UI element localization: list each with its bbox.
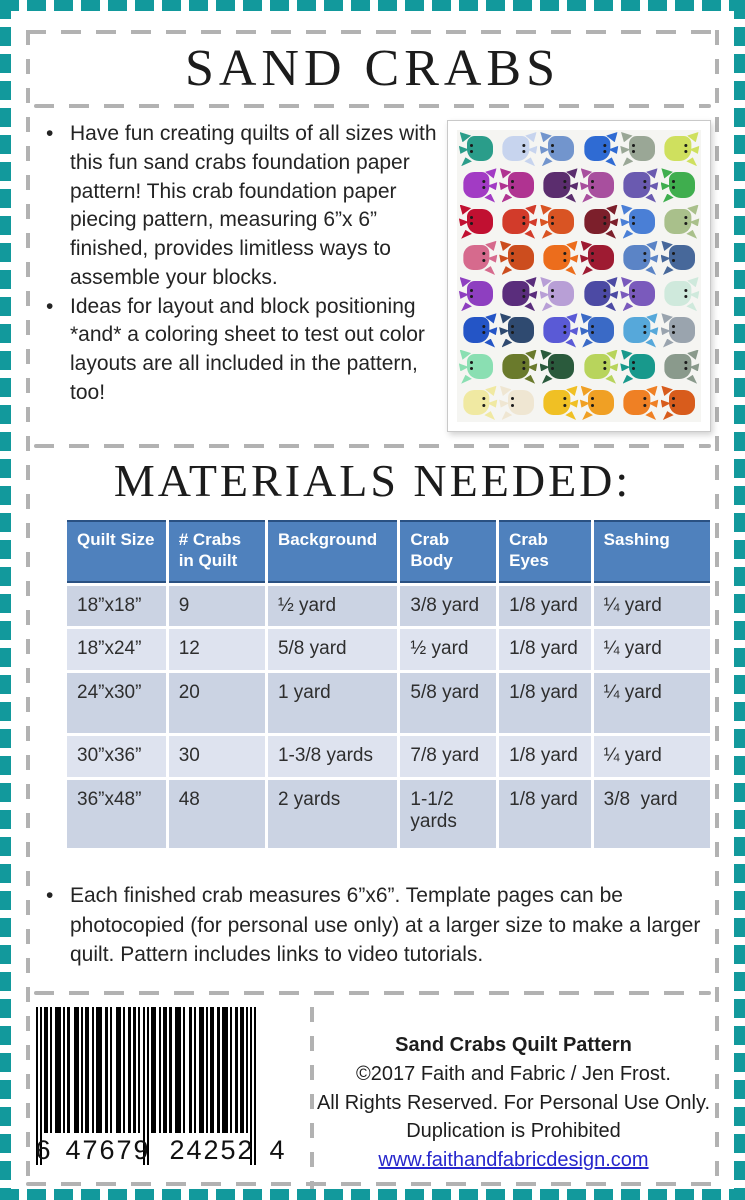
crab-block — [540, 205, 578, 239]
barcode-digit-group1: 47679 — [65, 1135, 151, 1166]
crab-claw — [484, 266, 495, 275]
crab-claw — [484, 411, 495, 420]
crab-block — [499, 205, 537, 239]
table-cell: 36”x48” — [67, 780, 166, 849]
crab-claw — [649, 254, 659, 263]
inner-dashed-border-left — [26, 30, 30, 1186]
crab-block — [459, 277, 497, 311]
table-cell: 18”x24” — [67, 629, 166, 670]
bullet-item: • Have fun creating quilts of all sizes with this fun sand crabs foundation paper pattern! This crab foundation paper piecing pattern, measuring 6”x 6” finished, provides limitless ways to assemble your blocks. — [38, 120, 447, 293]
bullet-item: • Ideas for layout and block positioning *and* a coloring sheet to test out color layouts are all included in the pattern, too! — [38, 293, 447, 408]
crab-claw — [502, 266, 513, 275]
quilt-grid — [457, 130, 701, 422]
intro-section — [32, 108, 713, 444]
crab-block — [459, 168, 497, 202]
crab-eye — [632, 216, 635, 219]
barcode-bar — [159, 1007, 161, 1133]
crab-block — [661, 241, 699, 275]
footer-section — [32, 1005, 713, 1200]
column-header: Background — [268, 520, 397, 583]
barcode-bar — [128, 1007, 131, 1133]
barcode-bar — [210, 1007, 214, 1133]
crab-eye — [551, 144, 554, 147]
crab-claw — [649, 181, 659, 190]
barcode-bar — [116, 1007, 121, 1133]
crab-claw — [565, 266, 576, 275]
section-divider-footer — [34, 991, 711, 995]
crab-eye — [685, 361, 688, 364]
barcode-digit-left: 6 — [35, 1135, 51, 1166]
crab-eye — [685, 289, 688, 292]
barcode-bar — [222, 1007, 228, 1133]
table-cell: 20 — [169, 673, 265, 733]
barcode-digit-right: 4 — [269, 1135, 285, 1166]
table-cell: ¼ yard — [594, 629, 710, 670]
table-cell: 1-3/8 yards — [268, 736, 397, 777]
crab-claw — [461, 157, 472, 166]
crab-claw — [605, 157, 616, 166]
crab-eye — [511, 331, 514, 334]
crab-claw — [623, 302, 634, 311]
title-section — [32, 34, 713, 104]
crab-block — [620, 386, 658, 420]
crab-block — [620, 313, 658, 347]
barcode-bar — [138, 1007, 140, 1133]
crab-eye — [685, 367, 688, 370]
crab-block — [580, 386, 618, 420]
crab-block — [459, 386, 497, 420]
table-row — [67, 629, 710, 670]
crab-eye — [551, 295, 554, 298]
crab-block — [540, 277, 578, 311]
crab-block — [540, 132, 578, 166]
note-bullet: • Each finished crab measures 6”x6”. Template pages can be photocopied (for personal use only) at a larger size to make a larger quilt. Pattern includes links to video tutorials. — [38, 881, 703, 969]
crab-block — [540, 241, 578, 275]
crab-block — [580, 277, 618, 311]
crab-claw — [525, 157, 536, 166]
crab-block — [580, 132, 618, 166]
crab-block — [499, 386, 537, 420]
crab-claw — [565, 194, 576, 203]
crab-block — [499, 168, 537, 202]
column-header: # Crabs in Quilt — [169, 520, 265, 583]
barcode-bar — [169, 1007, 172, 1133]
barcode-bar — [183, 1007, 185, 1133]
table-cell: 1/8 yard — [499, 629, 591, 670]
crab-eye — [563, 259, 566, 262]
barcode-bar — [92, 1007, 94, 1133]
column-header: Quilt Size — [67, 520, 166, 583]
crab-block — [661, 350, 699, 384]
barcode-bar — [246, 1007, 248, 1133]
crab-claw — [528, 218, 538, 227]
crab-block — [540, 313, 578, 347]
website-link[interactable]: www.faithandfabricdesign.com — [378, 1148, 649, 1171]
table-cell: ¼ yard — [594, 673, 710, 733]
table-cell: ½ yard — [268, 586, 397, 627]
crab-block — [459, 205, 497, 239]
crab-eye — [511, 180, 514, 183]
crab-claw — [525, 375, 536, 384]
crab-claw — [565, 339, 576, 348]
footer-duplication: Duplication is Prohibited — [406, 1120, 621, 1143]
materials-table — [64, 517, 713, 851]
footer-text — [314, 1005, 713, 1200]
crab-block — [661, 205, 699, 239]
column-header: Crab Body — [400, 520, 496, 583]
table-cell: 48 — [169, 780, 265, 849]
crab-block — [580, 205, 618, 239]
crab-block — [580, 168, 618, 202]
crab-claw — [582, 411, 593, 420]
crab-claw — [663, 266, 674, 275]
footer-pattern-title: Sand Crabs Quilt Pattern — [395, 1034, 632, 1057]
crab-claw — [646, 339, 657, 348]
crab-claw — [605, 230, 616, 239]
barcode-bar — [96, 1007, 102, 1133]
crab-claw — [542, 230, 553, 239]
column-header: Crab Eyes — [499, 520, 591, 583]
table-cell: 24”x30” — [67, 673, 166, 733]
crab-claw — [484, 194, 495, 203]
quilt-preview-photo — [447, 120, 711, 432]
crab-eye — [563, 331, 566, 334]
crab-eye — [672, 259, 675, 262]
crab-eye — [685, 216, 688, 219]
crab-claw — [502, 339, 513, 348]
table-cell: 12 — [169, 629, 265, 670]
crab-eye — [511, 325, 514, 328]
barcode-bar — [235, 1007, 238, 1133]
barcode-bar — [74, 1007, 79, 1133]
crab-eye — [685, 150, 688, 153]
table-cell: 5/8 yard — [268, 629, 397, 670]
crab-block — [620, 205, 658, 239]
table-cell: ¼ yard — [594, 736, 710, 777]
crab-block — [620, 168, 658, 202]
barcode-bar — [50, 1007, 52, 1133]
table-row — [67, 736, 710, 777]
teal-border-top — [0, 0, 745, 11]
table-cell: 2 yards — [268, 780, 397, 849]
crab-claw — [525, 302, 536, 311]
crab-claw — [605, 375, 616, 384]
teal-border-right — [734, 0, 745, 1200]
crab-block — [540, 168, 578, 202]
crab-claw — [528, 290, 538, 299]
crab-eye — [672, 404, 675, 407]
table-cell: 30”x36” — [67, 736, 166, 777]
table-cell: 1/8 yard — [499, 586, 591, 627]
barcode-digit-group2: 24252 — [169, 1135, 255, 1166]
crab-block — [620, 277, 658, 311]
barcode-bar — [199, 1007, 204, 1133]
barcode-bar — [133, 1007, 136, 1133]
crab-block — [499, 350, 537, 384]
crab-claw — [646, 266, 657, 275]
barcode-bar — [67, 1007, 70, 1133]
table-cell: 3/8 yard — [400, 586, 496, 627]
barcode-bar — [217, 1007, 220, 1133]
barcode-bar — [123, 1007, 125, 1133]
table-cell: ½ yard — [400, 629, 496, 670]
crab-eye — [511, 259, 514, 262]
crab-eye — [563, 397, 566, 400]
table-cell: 3/8 yard — [594, 780, 710, 849]
crab-claw — [686, 230, 697, 239]
crab-block — [499, 277, 537, 311]
crab-claw — [646, 411, 657, 420]
crab-block — [459, 241, 497, 275]
barcode-bar — [189, 1007, 192, 1133]
crab-claw — [542, 302, 553, 311]
inner-dashed-border-right — [715, 30, 719, 1186]
crab-claw — [502, 194, 513, 203]
crab-block — [661, 313, 699, 347]
table-cell: 1/8 yard — [499, 673, 591, 733]
table-cell: 1/8 yard — [499, 780, 591, 849]
table-cell: ¼ yard — [594, 586, 710, 627]
table-cell: 5/8 yard — [400, 673, 496, 733]
crab-eye — [563, 252, 566, 255]
note-bullet-list — [32, 881, 713, 969]
crab-eye — [511, 186, 514, 189]
crab-block — [499, 132, 537, 166]
table-row — [67, 586, 710, 627]
crab-claw — [663, 411, 674, 420]
crab-block — [580, 350, 618, 384]
crab-eye — [632, 289, 635, 292]
crab-block — [459, 313, 497, 347]
note-section — [32, 881, 713, 969]
crab-eye — [685, 295, 688, 298]
crab-claw — [528, 363, 538, 372]
crab-claw — [649, 326, 659, 335]
crab-block — [459, 132, 497, 166]
crab-eye — [511, 404, 514, 407]
barcode-bar — [105, 1007, 108, 1133]
barcode-bar — [81, 1007, 83, 1133]
crab-claw — [565, 411, 576, 420]
crab-eye — [563, 325, 566, 328]
crab-block — [580, 241, 618, 275]
materials-table-body — [67, 586, 710, 849]
crab-eye — [563, 180, 566, 183]
table-cell: 9 — [169, 586, 265, 627]
barcode-bar — [151, 1007, 156, 1133]
crab-eye — [551, 289, 554, 292]
crab-block — [620, 132, 658, 166]
crab-claw — [525, 230, 536, 239]
crab-eye — [563, 404, 566, 407]
barcode-bar — [206, 1007, 208, 1133]
crab-eye — [685, 222, 688, 225]
table-cell: 18”x18” — [67, 586, 166, 627]
crab-claw — [528, 145, 538, 154]
table-cell: 1/8 yard — [499, 736, 591, 777]
intro-bullet-list — [32, 120, 447, 444]
crab-eye — [632, 295, 635, 298]
crab-block — [499, 313, 537, 347]
barcode-digits — [30, 1135, 290, 1166]
column-header: Sashing — [594, 520, 710, 583]
table-row — [67, 673, 710, 733]
barcode-bar — [63, 1007, 65, 1133]
crab-claw — [542, 375, 553, 384]
table-row — [67, 780, 710, 849]
materials-table-head — [67, 520, 710, 583]
table-cell: 1 yard — [268, 673, 397, 733]
crab-claw — [646, 194, 657, 203]
table-cell: 1-1/2 yards — [400, 780, 496, 849]
crab-eye — [685, 144, 688, 147]
crab-eye — [632, 144, 635, 147]
crab-block — [661, 132, 699, 166]
page-title: SAND CRABS — [184, 40, 561, 97]
crab-block — [661, 277, 699, 311]
crab-claw — [484, 339, 495, 348]
crab-block — [499, 241, 537, 275]
barcode-bar — [230, 1007, 232, 1133]
crab-eye — [563, 186, 566, 189]
crab-block — [661, 386, 699, 420]
crab-eye — [632, 150, 635, 153]
crab-claw — [649, 399, 659, 408]
crab-eye — [632, 361, 635, 364]
barcode-bar — [240, 1007, 244, 1133]
crab-block — [620, 350, 658, 384]
crab-block — [620, 241, 658, 275]
crab-block — [540, 350, 578, 384]
footer-rights: All Rights Reserved. For Personal Use Only. — [316, 1091, 711, 1114]
barcode-bar — [194, 1007, 196, 1133]
barcode — [36, 1007, 284, 1193]
crab-claw — [686, 302, 697, 311]
barcode-bar — [175, 1007, 181, 1133]
crab-claw — [502, 411, 513, 420]
barcode-bar — [110, 1007, 112, 1133]
barcode-area — [32, 1005, 310, 1200]
crab-block — [459, 350, 497, 384]
crab-block — [580, 313, 618, 347]
barcode-bar — [55, 1007, 61, 1133]
crab-claw — [686, 157, 697, 166]
barcode-bar — [85, 1007, 89, 1133]
teal-border-left — [0, 0, 11, 1200]
table-cell: 30 — [169, 736, 265, 777]
teal-border-bottom — [0, 1189, 745, 1200]
crab-claw — [605, 302, 616, 311]
header-row — [67, 520, 710, 583]
crab-claw — [623, 230, 634, 239]
barcode-bar — [163, 1007, 167, 1133]
table-cell: 7/8 yard — [400, 736, 496, 777]
footer-copyright: ©2017 Faith and Fabric / Jen Frost. — [356, 1063, 671, 1086]
crab-claw — [686, 375, 697, 384]
crab-claw — [582, 266, 593, 275]
crab-block — [661, 168, 699, 202]
section-divider-materials — [34, 444, 711, 448]
materials-heading: MATERIALS NEEDED: — [113, 455, 632, 506]
crab-claw — [623, 157, 634, 166]
barcode-bar — [44, 1007, 48, 1133]
crab-claw — [542, 157, 553, 166]
content-area — [32, 34, 713, 1180]
crab-claw — [461, 302, 472, 311]
crab-block — [540, 386, 578, 420]
crab-eye — [551, 150, 554, 153]
crab-claw — [623, 375, 634, 384]
